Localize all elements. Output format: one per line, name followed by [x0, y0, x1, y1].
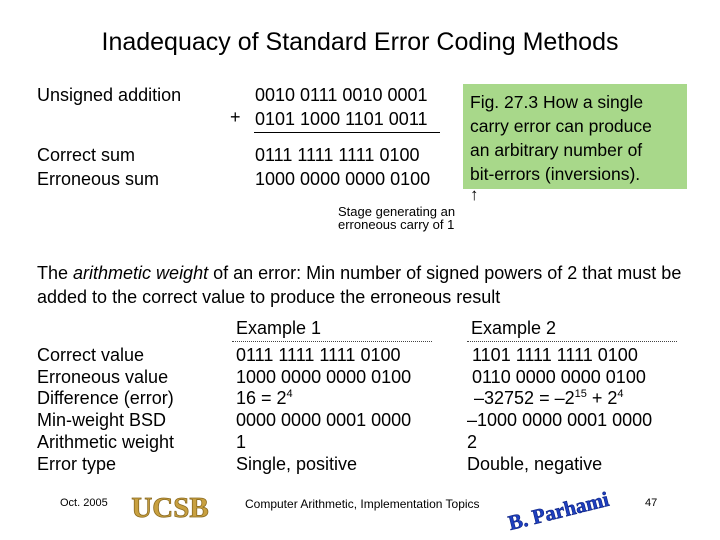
erroneous-sum-value: 1000 0000 0000 0100: [255, 169, 431, 189]
example-2-header: Example 2: [471, 318, 557, 338]
label-correct-sum: Correct sum: [37, 145, 136, 165]
row-label-difference: Difference (error): [37, 388, 174, 409]
footer-date: Oct. 2005: [60, 497, 108, 509]
para-pre: The: [37, 263, 74, 283]
parhami-logo-text: B. Parhami: [505, 486, 612, 536]
slide-title: Inadequacy of Standard Error Coding Methods: [101, 28, 619, 56]
figure-note-box: [463, 84, 687, 189]
para-emphasis: arithmetic weight: [73, 263, 209, 283]
label-erroneous-sum: Erroneous sum: [37, 169, 160, 189]
note-line-3: an arbitrary number of: [470, 140, 643, 160]
up-arrow-icon: ↑: [470, 185, 479, 204]
arithmetic-weight-definition: [37, 261, 697, 309]
correct-sum-value: 0111 1111 1111 0100: [255, 145, 420, 165]
ex2-type: Double, negative: [467, 453, 603, 474]
ex2-erroneous: 0110 0000 0000 0100: [472, 366, 646, 387]
ex1-difference: $16 = 2^4$: [236, 388, 293, 409]
note-line-4: bit-errors (inversions).: [470, 164, 641, 184]
example-1-header: Example 1: [236, 318, 322, 338]
ex1-erroneous: 1000 0000 0000 0100: [236, 366, 412, 387]
row-label-weight: Arithmetic weight: [37, 431, 175, 452]
footer-course-title: Computer Arithmetic, Implementation Topics: [245, 497, 480, 511]
ex2-weight: 2: [467, 431, 478, 452]
page-number: 47: [645, 497, 658, 509]
row-label-erroneous: Erroneous value: [37, 366, 169, 387]
ex2-bsd: –1000 0000 0001 0000: [467, 410, 653, 431]
stage-annotation: [338, 205, 455, 231]
ex2-difference: $-32752 = -2^{15} + 2^4$: [474, 388, 624, 409]
stage-line-2: erroneous carry of 1: [338, 217, 455, 232]
label-unsigned-addition: Unsigned addition: [37, 85, 182, 105]
note-line-2: carry error can produce: [470, 116, 652, 136]
row-labels: [37, 345, 174, 475]
ex1-weight: 1: [236, 431, 247, 452]
ex2-correct: 1101 1111 1111 0100: [472, 345, 638, 365]
stage-line-1: Stage generating an: [338, 204, 456, 219]
example-2-column: [467, 345, 652, 475]
ex1-correct: 0111 1111 1111 0100: [236, 345, 401, 365]
plus-sign: +: [230, 107, 241, 127]
example-2-divider: [467, 341, 677, 342]
parhami-logo: [505, 486, 612, 536]
para-post: of an error: Min number of signed powers of 2 that must be added to the correct value to produce the erroneous result: [37, 263, 682, 307]
ex1-bsd: 0000 0000 0001 0000: [236, 410, 412, 431]
example-1-divider: [232, 341, 432, 342]
row-label-correct: Correct value: [37, 345, 145, 365]
row-label-bsd: Min-weight BSD: [37, 410, 167, 431]
ex1-type: Single, positive: [236, 453, 358, 474]
row-label-type: Error type: [37, 453, 117, 474]
example-1-column: [236, 345, 411, 475]
note-line-1: Fig. 27.3 How a single: [470, 92, 644, 112]
operand-1: 0010 0111 0010 0001: [255, 85, 428, 105]
operand-2: 0101 1000 1101 0011: [255, 109, 428, 129]
ucsb-logo-text: UCSB: [131, 492, 209, 524]
ucsb-logo: [126, 487, 214, 525]
sum-rule: [254, 132, 440, 133]
